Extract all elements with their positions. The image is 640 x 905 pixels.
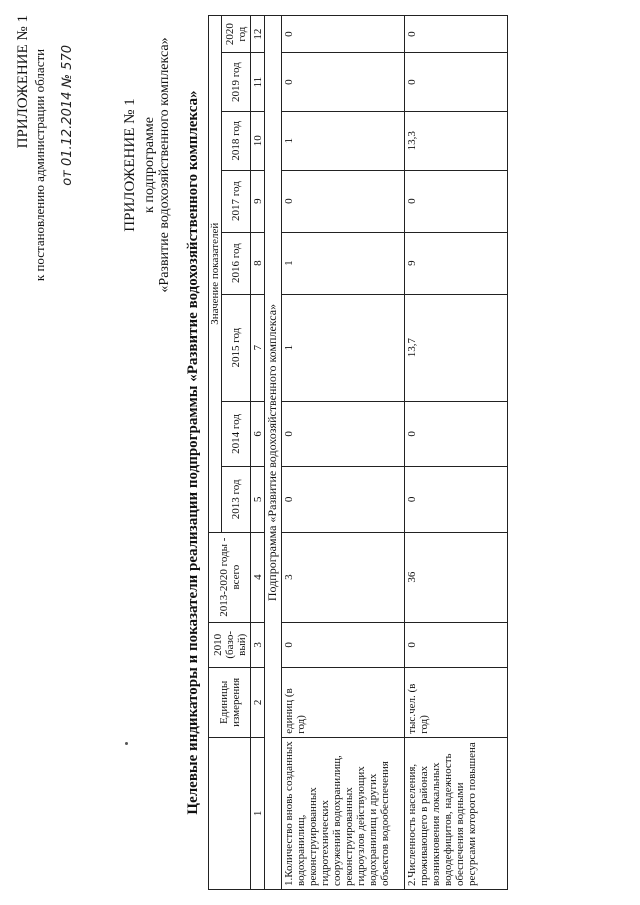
header-row-1: [209, 16, 222, 890]
scan-speck: [125, 742, 128, 745]
column-number: 11: [251, 53, 265, 112]
value-cell: 9: [405, 232, 508, 294]
header-year: 2020 год: [222, 16, 251, 53]
value-cell: 0: [405, 53, 508, 112]
indicator-cell: 1.Количество вновь созданных водохранилищ, реконструированных гидротехнических сооружений водохранилищ, реконструированных гидроузлов действующих водохранилищ и других объектов водообеспечения: [282, 737, 405, 889]
value-cell: 1: [282, 111, 405, 170]
subprogram-row: [265, 16, 282, 890]
column-number: 7: [251, 294, 265, 401]
value-cell: 1: [282, 232, 405, 294]
header-year: 2014 год: [222, 401, 251, 466]
indicator-cell: 2.Численность населения, проживающего в районах возникновения локальных вододефицитов, надежность обеспечения водными ресурсами которого повышена: [405, 737, 508, 889]
subprogram-line1: к подпрограмме: [142, 117, 157, 213]
page-title: Целевые индикаторы и показатели реализации подпрограммы «Развитие водохозяйственного комплекса»: [185, 90, 201, 815]
header-indicator: [209, 737, 251, 889]
header-total: 2013-2020 годы - всего: [209, 532, 251, 622]
value-cell: 0: [405, 622, 508, 667]
value-cell: 13,3: [405, 111, 508, 170]
header-unit: Единицы измерения: [209, 667, 251, 737]
rotated-page: [15, 15, 625, 890]
value-cell: 36: [405, 532, 508, 622]
table-row: [282, 16, 405, 890]
header-base: 2010 (базо-вый): [209, 622, 251, 667]
column-number: 3: [251, 622, 265, 667]
handwritten-decree-number: от 01.12.2014 № 570: [60, 45, 75, 186]
column-number: 10: [251, 111, 265, 170]
header-year: 2018 год: [222, 111, 251, 170]
header-year: 2016 год: [222, 232, 251, 294]
unit-cell: единиц (в год): [282, 667, 405, 737]
value-cell: 0: [282, 467, 405, 532]
column-numbers-row: [251, 16, 265, 890]
subprogram-title: Подпрограмма «Развитие водохозяйственного комплекса»: [265, 16, 282, 890]
header-year: 2013 год: [222, 467, 251, 532]
column-number: 5: [251, 467, 265, 532]
value-cell: 0: [282, 16, 405, 53]
value-cell: 0: [405, 401, 508, 466]
subprogram-line2: «Развитие водохозяйственного комплекса»: [157, 37, 172, 293]
column-number: 6: [251, 401, 265, 466]
value-cell: 0: [405, 467, 508, 532]
column-number: 1: [251, 737, 265, 889]
header-year: 2017 год: [222, 170, 251, 232]
value-cell: 0: [405, 16, 508, 53]
column-number: 9: [251, 170, 265, 232]
table-row: [405, 16, 508, 890]
value-cell: 0: [282, 170, 405, 232]
column-number: 8: [251, 232, 265, 294]
value-cell: 0: [282, 622, 405, 667]
column-number: 4: [251, 532, 265, 622]
value-cell: 13,7: [405, 294, 508, 401]
decree-line: к постановлению администрации области: [32, 48, 47, 282]
indicators-table: [208, 15, 508, 890]
appendix2-label: ПРИЛОЖЕНИЕ № 1: [122, 98, 138, 232]
unit-cell: тыс.чел. (в год): [405, 667, 508, 737]
value-cell: 3: [282, 532, 405, 622]
header-year: 2019 год: [222, 53, 251, 112]
header-values-group: Значение показателей: [209, 16, 222, 533]
value-cell: 1: [282, 294, 405, 401]
column-number: 2: [251, 667, 265, 737]
value-cell: 0: [405, 170, 508, 232]
value-cell: 0: [282, 53, 405, 112]
column-number: 12: [251, 16, 265, 53]
header-year: 2015 год: [222, 294, 251, 401]
subprogram-appendix: [123, 15, 172, 315]
appendix-label: ПРИЛОЖЕНИЕ № 1: [15, 15, 31, 149]
value-cell: 0: [282, 401, 405, 466]
